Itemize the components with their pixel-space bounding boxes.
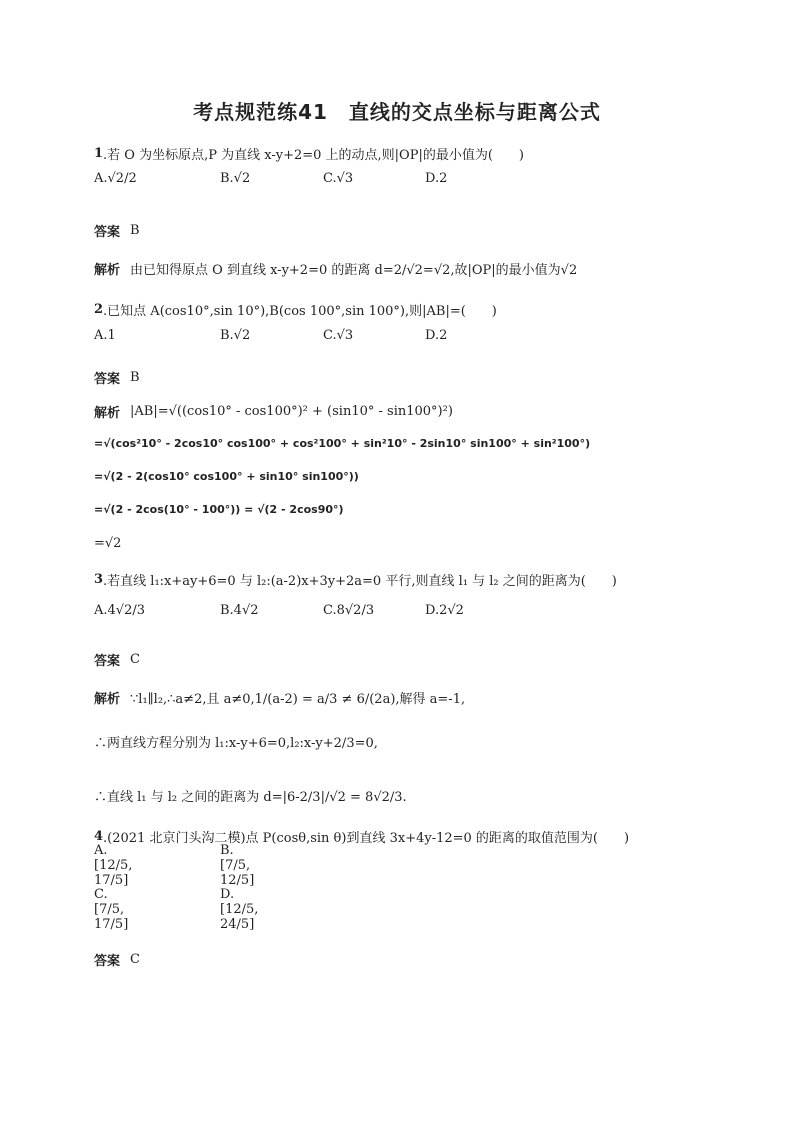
q3-stem	[94, 570, 617, 589]
q1-answer	[94, 221, 140, 240]
q2-stem-text: .已知点 A(cos10°,sin 10°),B(cos 100°,sin 100°),则|AB|=( )	[103, 304, 497, 319]
q2-answer-value: B	[130, 370, 140, 385]
q3-answer	[94, 650, 140, 669]
q4-answer-value: C	[130, 952, 140, 967]
answer-label: 答案	[94, 954, 121, 969]
analysis-label: 解析	[94, 406, 121, 421]
q3-option-d: D.2√2	[425, 602, 464, 618]
analysis-label: 解析	[94, 692, 121, 707]
q4-stem-text: .(2021 北京门头沟二模)点 P(cosθ,sin θ)到直线 3x+4y-12=0 的距离的取值范围为( )	[103, 831, 630, 846]
q2-analysis-text-1: |AB|=√((cos10° - cos100°)² + (sin10° - sin100°)²)	[130, 404, 453, 419]
answer-label: 答案	[94, 654, 121, 669]
q3-stem-text: .若直线 l₁:x+ay+6=0 与 l₂:(a-2)x+3y+2a=0 平行,则直线 l₁ 与 l₂ 之间的距离为( )	[103, 574, 617, 589]
q2-analysis-line-4: =√(2 - 2cos(10° - 100°)) = √(2 - 2cos90°)	[94, 503, 344, 516]
q1-number: 1	[94, 146, 104, 161]
q3-analysis-text-1: ∵l₁∥l₂,∴a≠2,且 a≠0,1/(a-2) = a/3 ≠ 6/(2a),解得 a=-1,	[130, 692, 466, 707]
q3-option-c: C.8√2/3	[323, 602, 375, 618]
q1-analysis-text: 由已知得原点 O 到直线 x-y+2=0 的距离 d=2/√2=√2,故|OP|的最小值为√2	[130, 263, 578, 278]
answer-label: 答案	[94, 372, 121, 387]
q2-answer	[94, 368, 140, 387]
q3-option-b: B.4√2	[220, 602, 259, 618]
q2-analysis-line-3: =√(2 - 2(cos10° cos100° + sin10° sin100°))	[94, 470, 359, 483]
q1-option-d: D.2	[425, 170, 448, 186]
q2-analysis-line-1	[94, 402, 453, 421]
q1-option-b: B.√2	[220, 170, 251, 186]
q2-option-b: B.√2	[220, 327, 251, 343]
q3-answer-value: C	[130, 652, 140, 667]
q4-number: 4	[94, 829, 104, 844]
q4-option-d: D.[12/5, 24/5]	[220, 886, 259, 932]
q2-option-a: A.1	[94, 327, 116, 343]
q3-number: 3	[94, 572, 104, 587]
q3-option-a: A.4√2/3	[94, 602, 145, 618]
q4-stem	[94, 827, 629, 846]
q2-analysis-line-5: =√2	[94, 536, 122, 551]
analysis-label: 解析	[94, 263, 121, 278]
q1-stem	[94, 144, 524, 163]
q2-option-c: C.√3	[323, 327, 354, 343]
q2-number: 2	[94, 302, 104, 317]
q1-option-a: A.√2/2	[94, 170, 137, 186]
page-title: 考点规范练41 直线的交点坐标与距离公式	[193, 100, 601, 124]
q4-option-c: C.[7/5, 17/5]	[94, 886, 129, 932]
q1-analysis	[94, 259, 577, 278]
answer-label: 答案	[94, 225, 121, 240]
q2-option-d: D.2	[425, 327, 448, 343]
q2-stem	[94, 300, 497, 319]
q4-answer	[94, 950, 140, 969]
q3-analysis-line-3: ∴直线 l₁ 与 l₂ 之间的距离为 d=|6-2/3|/√2 = 8√2/3.	[94, 790, 407, 805]
q1-stem-text: .若 O 为坐标原点,P 为直线 x-y+2=0 上的动点,则|OP|的最小值为( )	[103, 148, 524, 163]
q3-analysis-line-1	[94, 688, 465, 707]
q2-analysis-line-2: =√(cos²10° - 2cos10° cos100° + cos²100° + sin²10° - 2sin10° sin100° + sin²100°)	[94, 437, 591, 450]
q4-option-b: B.[7/5, 12/5]	[220, 842, 255, 888]
q1-option-c: C.√3	[323, 170, 354, 186]
q1-answer-value: B	[130, 223, 140, 238]
q4-option-a: A.[12/5, 17/5]	[94, 842, 133, 888]
q3-analysis-line-2: ∴两直线方程分别为 l₁:x-y+6=0,l₂:x-y+2/3=0,	[94, 736, 378, 751]
